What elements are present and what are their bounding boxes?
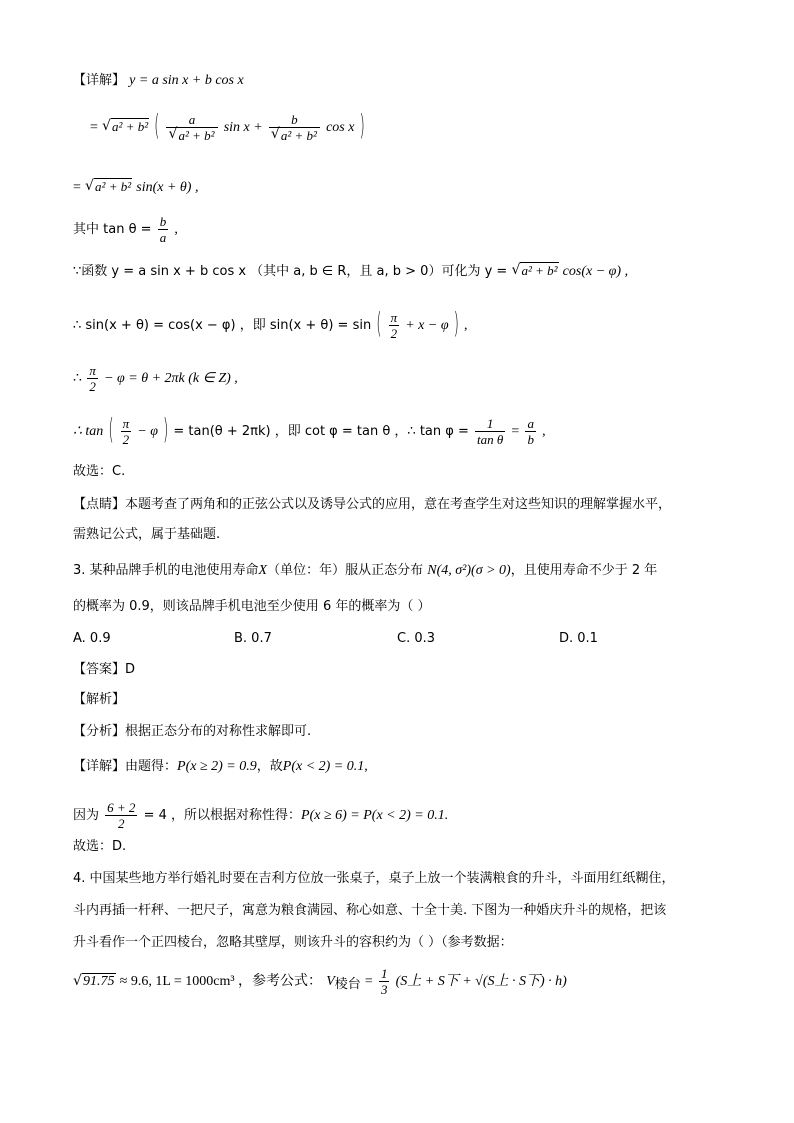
right-paren: ) — [359, 110, 365, 144]
cos-term: cos x — [326, 120, 355, 135]
sin-term: sin x + — [223, 120, 263, 135]
one-third: $\frac{1}{3}$ — [380, 966, 388, 997]
q4-line-1: 4. 中国某些地方举行婚礼时要在吉利方位放一张桌子，桌子上放一个装满粮食的升斗，斗面用红纸糊住， — [73, 871, 675, 886]
equals-sign: = — [90, 120, 98, 135]
option-d: D. 0.1 — [559, 631, 598, 646]
option-c: C. 0.3 — [397, 631, 436, 646]
sqrt-expression-3: √ a² + b² — [511, 262, 558, 281]
q4-line-3: 升斗看作一个正四棱台，忽略其壁厚，则该升斗的容积约为（ ）（参考数据： — [73, 935, 513, 950]
detail-line-2 — [90, 112, 366, 143]
q4-line-2: 斗内再插一杆秤、一把尺子，寓意为粮食满园、称心如意、十全十美. 下图为一种婚庆升斗的规格，把该 — [73, 903, 667, 918]
fraction-a: a √ a² + b² — [166, 112, 217, 143]
detail-line-tan: 其中 tan θ = $\frac{b}{a}$ , — [73, 214, 178, 245]
tan-label: 其中 tan θ = — [73, 222, 152, 237]
q3-analysis: 【分析】根据正态分布的对称性求解即可. — [73, 724, 312, 739]
one-over-tan: $\frac{1}{\text{tan θ}}$ — [477, 416, 504, 447]
option-a: A. 0.9 — [73, 631, 111, 646]
pi-over-2-c: $\frac{\pi}{2}$ — [122, 416, 130, 447]
six-plus-two-over-two: $\frac{6 + 2}{2}$ — [107, 800, 136, 831]
q4-reference: √ 91.75 ≈ 9.6, 1L = 1000cm³ ，参考公式： V棱台 = $\frac{1}{3}$ (S上 + S下 + √(S上 · S下) · h) — [73, 966, 567, 997]
choose-c: 故选：C. — [73, 464, 126, 479]
sqrt-expression-2: √ a² + b² — [85, 178, 132, 197]
tan-fraction: $\frac{b}{a}$ — [159, 214, 167, 245]
therefore-line-1: ∴ sin(x + θ) = cos(x − φ) ，即 sin(x + θ) = sin ( $\frac{\pi}{2}$ + x − φ ) , — [73, 308, 468, 342]
comment-line-1: 【点睛】本题考查了两角和的正弦公式以及诱导公式的应用，意在考查学生对这些知识的理解掌握水平， — [73, 497, 672, 512]
sqrt-expression: √ a² + b² — [102, 118, 149, 137]
q3-because: 因为 $\frac{6 + 2}{2}$ = 4 ，所以根据对称性得：P(x ≥ 6) = P(x < 2) = 0.1. — [73, 800, 449, 831]
left-paren: ( — [154, 110, 160, 144]
therefore-line-3: ∴ tan ( $\frac{\pi}{2}$ − φ ) = tan(θ + 2πk) ，即 cot φ = tan θ ，∴ tan φ = $\frac{1}{\text{tan θ}}$ = $\frac{a}{b}$ , — [73, 414, 546, 448]
because-line: ∵函数 y = a sin x + b cos x （其中 a, b ∈ R，且 a, b > 0）可化为 y = √ a² + b² cos(x − φ) , — [73, 262, 628, 281]
option-b: B. 0.7 — [234, 631, 272, 646]
q3-detail: 【详解】由题得：P(x ≥ 2) = 0.9，故P(x < 2) = 0.1, — [73, 759, 368, 774]
pi-over-2-b: $\frac{\pi}{2}$ — [89, 363, 96, 394]
therefore-line-2: ∴ $\frac{\pi}{2}$ − φ = θ + 2πk (k ∈ Z) , — [73, 363, 238, 394]
sqrt-91-75: √ 91.75 — [73, 973, 116, 991]
choose-d: 故选：D. — [73, 839, 127, 854]
q3-stem-2: 的概率为 0.9，则该品牌手机电池至少使用 6 年的概率为（ ） — [73, 599, 431, 614]
comment-line-2: 需熟记公式，属于基础题. — [73, 527, 221, 542]
q3-stem-1: 3. 某种品牌手机的电池使用寿命X（单位：年）服从正态分布 N(4, σ²)(σ > 0)，且使用寿命不少于 2 年 — [73, 563, 658, 578]
pi-over-2: $\frac{\pi}{2}$ — [390, 310, 398, 341]
q3-answer: 【答案】D — [73, 662, 136, 677]
detail-tag: 【详解】 — [73, 73, 126, 88]
q3-analysis-title: 【解析】 — [73, 692, 126, 707]
because-text: ∵函数 y = a sin x + b cos x （其中 a, b ∈ R，且 a, b > 0）可化为 y = — [73, 264, 508, 279]
detail-line-3: = √ a² + b² sin(x + θ) , — [73, 178, 198, 197]
detail-line-1 — [73, 72, 244, 90]
a-over-b: $\frac{a}{b}$ — [527, 416, 534, 447]
fraction-b: b √ a² + b² — [269, 112, 320, 143]
sin-theta: sin(x + θ) , — [136, 180, 199, 195]
equation-y: y = a sin x + b cos x — [129, 73, 244, 88]
